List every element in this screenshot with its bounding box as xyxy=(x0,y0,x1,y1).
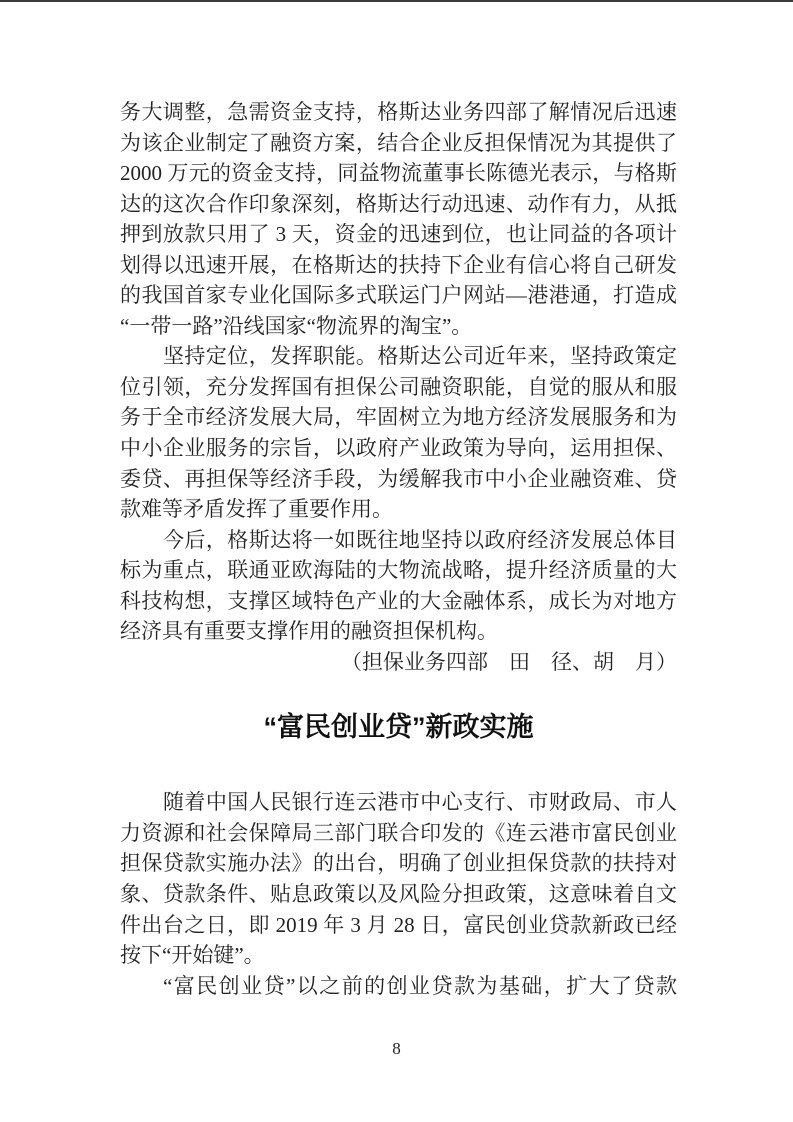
body-text-line: “富民创业贷”以之前的创业贷款为基础，扩大了贷款 xyxy=(163,973,677,998)
page-number: 8 xyxy=(392,1039,401,1058)
body-text-line: 标为重点，联通亚欧海陆的大物流战略，提升经济质量的大 xyxy=(120,558,677,583)
body-text-line: 款难等矛盾发挥了重要作用。 xyxy=(120,497,393,522)
body-text-line: 随着中国人民银行连云港市中心支行、市财政局、市人 xyxy=(163,790,677,815)
body-text-line: 力资源和社会保障局三部门联合印发的《连云港市富民创业 xyxy=(120,820,677,845)
page-content xyxy=(120,97,677,1001)
article2-paragraph1 xyxy=(120,787,677,970)
body-text-line: 务大调整，急需资金支持，格斯达业务四部了解情况后迅速 xyxy=(120,100,677,124)
body-text-line: 象、贷款条件、贴息政策以及风险分担政策，这意味着自文 xyxy=(120,882,677,907)
body-text-line: 今后，格斯达将一如既往地坚持以政府经济发展总体目 xyxy=(163,527,677,552)
article2-title: “富民创业贷”新政实施 xyxy=(263,712,534,743)
article2-paragraph2 xyxy=(120,971,677,1002)
article1-byline: （担保业务四部 田 径、胡 月） xyxy=(341,649,677,674)
body-text-line: 中小企业服务的宗旨，以政府产业政策为导向，运用担保、 xyxy=(120,436,677,461)
body-text-line: 坚持定位，发挥职能。格斯达公司近年来，坚持政策定 xyxy=(163,344,677,369)
article1-paragraph1 xyxy=(120,97,677,341)
article1-paragraph2 xyxy=(120,341,677,524)
body-text-line: 件出台之日，即 2019 年 3 月 28 日，富民创业贷款新政已经 xyxy=(120,912,677,937)
body-text-line: 经济具有重要支撑作用的融资担保机构。 xyxy=(120,619,498,644)
body-text-line: 的我国首家专业化国际多式联运门户网站—港港通，打造成 xyxy=(120,283,677,308)
body-text-line: 位引领，充分发挥国有担保公司融资职能，自觉的服从和服 xyxy=(120,374,677,399)
body-text-line: 为该企业制定了融资方案，结合企业反担保情况为其提供了 xyxy=(120,130,677,155)
body-text-line: 划得以迅速开展，在格斯达的扶持下企业有信心将自己研发 xyxy=(120,252,677,277)
body-text-line: 科技构想，支撑区域特色产业的大金融体系，成长为对地方 xyxy=(120,588,677,613)
scan-edge-line xyxy=(0,0,793,2)
body-text-line: “一带一路”沿线国家“物流界的淘宝”。 xyxy=(120,313,473,338)
article1-paragraph3 xyxy=(120,525,677,647)
body-text-line: 务于全市经济发展大局，牢固树立为地方经济发展服务和为 xyxy=(120,405,677,430)
body-text-line: 担保贷款实施办法》的出台，明确了创业担保贷款的扶持对 xyxy=(120,851,677,876)
body-text-line: 按下“开始键”。 xyxy=(120,943,265,968)
body-text-line: 达的这次合作印象深刻，格斯达行动迅速、动作有力，从抵 xyxy=(120,191,677,216)
body-text-line: 押到放款只用了 3 天，资金的迅速到位，也让同益的各项计 xyxy=(120,222,677,247)
body-text-line: 委贷、再担保等经济手段，为缓解我市中小企业融资难、贷 xyxy=(120,466,677,491)
body-text-line: 2000 万元的资金支持，同益物流董事长陈德光表示，与格斯 xyxy=(120,161,677,186)
